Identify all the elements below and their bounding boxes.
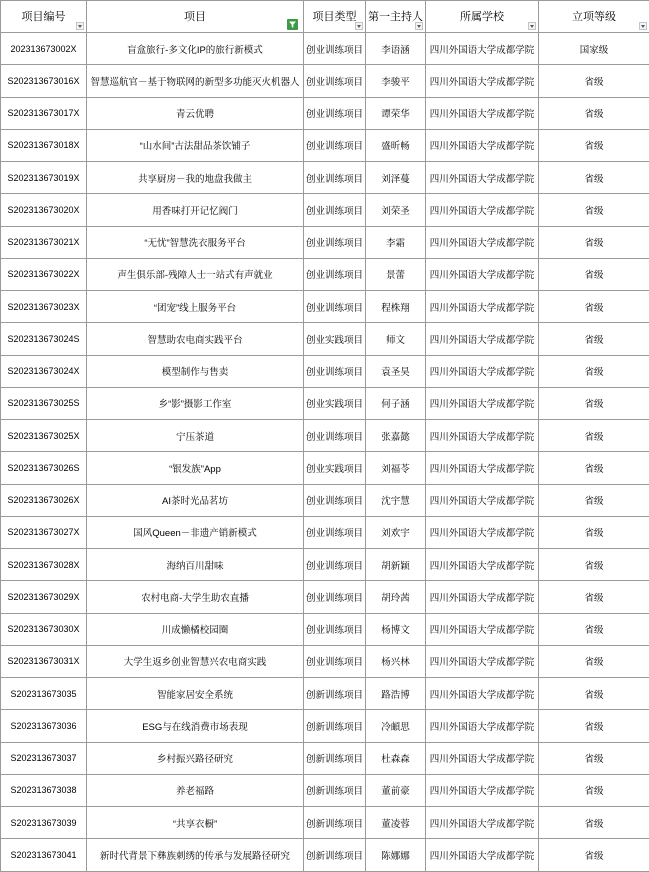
table-row [1, 581, 649, 613]
dropdown-arrow-icon [78, 25, 82, 28]
header-label: 立项等级 [572, 10, 616, 23]
header-project-name[interactable] [87, 1, 304, 33]
dropdown-arrow-icon [417, 25, 421, 28]
filter-dropdown-button[interactable] [355, 22, 363, 30]
header-label: 项目类型 [312, 10, 357, 23]
cell-project-type[interactable]: 创业训练项目 [304, 194, 366, 226]
table-row [1, 710, 649, 742]
cell-project-name[interactable]: 海纳百川甜味 [87, 549, 304, 581]
header-project-type[interactable] [304, 1, 366, 33]
cell-lead-host[interactable]: 杜森森 [366, 742, 426, 774]
cell-lead-host[interactable]: 何子涵 [366, 387, 426, 419]
cell-project-id[interactable]: S202313673019X [1, 162, 87, 194]
header-label: 项目 [184, 10, 206, 23]
cell-school[interactable]: 四川外国语大学成都学院 [426, 387, 539, 419]
cell-project-id[interactable]: S202313673026X [1, 484, 87, 516]
cell-project-id[interactable]: S202313673025S [1, 387, 87, 419]
cell-level[interactable]: 省级 [539, 226, 649, 258]
cell-project-type[interactable]: 创业训练项目 [304, 97, 366, 129]
cell-project-type[interactable]: 创新训练项目 [304, 710, 366, 742]
cell-level[interactable]: 省级 [539, 581, 649, 613]
cell-lead-host[interactable]: 盛昕畅 [366, 129, 426, 161]
table-row [1, 774, 649, 806]
table-row [1, 742, 649, 774]
table-row [1, 129, 649, 161]
cell-project-name[interactable]: 青云优聘 [87, 97, 304, 129]
cell-level[interactable]: 省级 [539, 323, 649, 355]
cell-project-name[interactable]: 盲盒旅行-多文化IP的旅行新模式 [87, 33, 304, 65]
cell-project-id[interactable]: S202313673036 [1, 710, 87, 742]
cell-level[interactable]: 省级 [539, 613, 649, 645]
cell-project-id[interactable]: S202313673021X [1, 226, 87, 258]
dropdown-arrow-icon [641, 25, 645, 28]
cell-level[interactable]: 省级 [539, 484, 649, 516]
cell-lead-host[interactable]: 胡玲茜 [366, 581, 426, 613]
cell-school[interactable]: 四川外国语大学成都学院 [426, 355, 539, 387]
filter-dropdown-button[interactable] [76, 22, 84, 30]
cell-project-id[interactable]: S202313673024X [1, 355, 87, 387]
cell-school[interactable]: 四川外国语大学成都学院 [426, 291, 539, 323]
table-row [1, 97, 649, 129]
cell-project-name[interactable]: 川成懒橘校园圈 [87, 613, 304, 645]
cell-project-name[interactable]: 智慧巡航官－基于物联网的新型多功能灭火机器人 [87, 65, 304, 97]
cell-project-name[interactable]: 农村电商-大学生助农直播 [87, 581, 304, 613]
cell-lead-host[interactable]: 董前豪 [366, 774, 426, 806]
cell-project-type[interactable]: 创业训练项目 [304, 65, 366, 97]
cell-school[interactable]: 四川外国语大学成都学院 [426, 742, 539, 774]
cell-project-id[interactable]: S202313673037 [1, 742, 87, 774]
cell-level[interactable]: 省级 [539, 452, 649, 484]
cell-project-name[interactable]: 共享厨房－我的地盘我做主 [87, 162, 304, 194]
cell-level[interactable]: 省级 [539, 387, 649, 419]
header-label: 项目编号 [21, 10, 66, 23]
cell-project-id[interactable]: S202313673024S [1, 323, 87, 355]
table-row [1, 839, 649, 871]
cell-project-type[interactable]: 创业训练项目 [304, 645, 366, 677]
cell-project-type[interactable]: 创业实践项目 [304, 387, 366, 419]
cell-lead-host[interactable]: 李语涵 [366, 33, 426, 65]
cell-school[interactable]: 四川外国语大学成都学院 [426, 65, 539, 97]
cell-school[interactable]: 四川外国语大学成都学院 [426, 162, 539, 194]
table-row [1, 420, 649, 452]
cell-project-id[interactable]: S202313673016X [1, 65, 87, 97]
cell-level[interactable]: 省级 [539, 807, 649, 839]
cell-project-id[interactable]: S202313673028X [1, 549, 87, 581]
table-row [1, 549, 649, 581]
cell-level[interactable]: 省级 [539, 839, 649, 871]
header-label: 第一主持人 [368, 10, 423, 23]
cell-project-id[interactable]: S202313673023X [1, 291, 87, 323]
cell-lead-host[interactable]: 刘欢宇 [366, 516, 426, 548]
cell-project-id[interactable]: S202313673020X [1, 194, 87, 226]
cell-project-id[interactable]: S202313673041 [1, 839, 87, 871]
cell-school[interactable]: 四川外国语大学成都学院 [426, 323, 539, 355]
cell-lead-host[interactable]: 杨兴林 [366, 645, 426, 677]
table-row [1, 613, 649, 645]
cell-school[interactable]: 四川外国语大学成都学院 [426, 807, 539, 839]
cell-level[interactable]: 省级 [539, 258, 649, 290]
cell-project-name[interactable]: 声生俱乐部-残障人士一站式有声就业 [87, 258, 304, 290]
cell-school[interactable]: 四川外国语大学成都学院 [426, 97, 539, 129]
cell-level[interactable]: 省级 [539, 355, 649, 387]
filter-dropdown-button[interactable] [415, 22, 423, 30]
cell-lead-host[interactable]: 路浩博 [366, 678, 426, 710]
cell-project-id[interactable]: S202313673022X [1, 258, 87, 290]
table-row [1, 226, 649, 258]
cell-project-type[interactable]: 创业训练项目 [304, 355, 366, 387]
cell-project-type[interactable]: 创新训练项目 [304, 839, 366, 871]
table-row [1, 516, 649, 548]
cell-project-id[interactable]: S202313673031X [1, 645, 87, 677]
cell-lead-host[interactable]: 沈宇慧 [366, 484, 426, 516]
cell-project-type[interactable]: 创业训练项目 [304, 516, 366, 548]
cell-project-type[interactable]: 创新训练项目 [304, 742, 366, 774]
cell-level[interactable]: 省级 [539, 420, 649, 452]
cell-level[interactable]: 省级 [539, 194, 649, 226]
cell-project-name[interactable]: 大学生返乡创业智慧兴农电商实践 [87, 645, 304, 677]
cell-lead-host[interactable]: 景蕾 [366, 258, 426, 290]
cell-project-type[interactable]: 创业训练项目 [304, 613, 366, 645]
cell-lead-host[interactable]: 程株翔 [366, 291, 426, 323]
cell-project-type[interactable]: 创业训练项目 [304, 420, 366, 452]
cell-lead-host[interactable]: 谭荣华 [366, 97, 426, 129]
cell-project-name[interactable]: 国风Queen－非遗产销新模式 [87, 516, 304, 548]
cell-level[interactable]: 省级 [539, 65, 649, 97]
cell-school[interactable]: 四川外国语大学成都学院 [426, 839, 539, 871]
cell-school[interactable]: 四川外国语大学成都学院 [426, 581, 539, 613]
cell-project-name[interactable]: 模型制作与售卖 [87, 355, 304, 387]
cell-project-name[interactable]: “山水间”古法甜品茶饮铺子 [87, 129, 304, 161]
cell-school[interactable]: 四川外国语大学成都学院 [426, 645, 539, 677]
cell-project-type[interactable]: 创业训练项目 [304, 549, 366, 581]
cell-project-name[interactable]: “团宠”线上服务平台 [87, 291, 304, 323]
cell-school[interactable]: 四川外国语大学成都学院 [426, 420, 539, 452]
cell-school[interactable]: 四川外国语大学成都学院 [426, 484, 539, 516]
cell-project-type[interactable]: 创业实践项目 [304, 323, 366, 355]
cell-project-name[interactable]: 用香味打开记忆阀门 [87, 194, 304, 226]
table-row [1, 162, 649, 194]
table-row [1, 678, 649, 710]
table-row [1, 194, 649, 226]
header-level[interactable] [539, 1, 649, 33]
table-row [1, 807, 649, 839]
cell-project-type[interactable]: 创业训练项目 [304, 581, 366, 613]
filter-dropdown-button[interactable] [528, 22, 536, 30]
filter-active-icon [287, 19, 298, 30]
header-label: 所属学校 [460, 10, 504, 23]
cell-project-type[interactable]: 创业训练项目 [304, 226, 366, 258]
cell-lead-host[interactable]: 袁圣昊 [366, 355, 426, 387]
cell-lead-host[interactable]: 杨博文 [366, 613, 426, 645]
cell-project-type[interactable]: 创新训练项目 [304, 774, 366, 806]
cell-school[interactable]: 四川外国语大学成都学院 [426, 33, 539, 65]
cell-level[interactable]: 省级 [539, 97, 649, 129]
cell-project-name[interactable]: AI茶时光品茗坊 [87, 484, 304, 516]
table-row [1, 484, 649, 516]
cell-level[interactable]: 国家级 [539, 33, 649, 65]
cell-lead-host[interactable]: 李骏平 [366, 65, 426, 97]
cell-school[interactable]: 四川外国语大学成都学院 [426, 452, 539, 484]
cell-project-type[interactable]: 创业训练项目 [304, 258, 366, 290]
table-row [1, 258, 649, 290]
table-row [1, 323, 649, 355]
table-row [1, 645, 649, 677]
cell-project-id[interactable]: S202313673017X [1, 97, 87, 129]
cell-school[interactable]: 四川外国语大学成都学院 [426, 613, 539, 645]
table-row [1, 387, 649, 419]
cell-level[interactable]: 省级 [539, 678, 649, 710]
cell-project-id[interactable]: S202313673039 [1, 807, 87, 839]
dropdown-arrow-icon [530, 25, 534, 28]
header-lead-host[interactable] [366, 1, 426, 33]
dropdown-arrow-icon [357, 25, 361, 28]
table-row [1, 355, 649, 387]
cell-project-id[interactable]: S202313673018X [1, 129, 87, 161]
filter-dropdown-button-active[interactable] [287, 19, 298, 30]
cell-level[interactable]: 省级 [539, 291, 649, 323]
cell-school[interactable]: 四川外国语大学成都学院 [426, 129, 539, 161]
cell-lead-host[interactable]: 刘泽蔓 [366, 162, 426, 194]
cell-project-id[interactable]: 202313673002X [1, 33, 87, 65]
cell-project-id[interactable]: S202313673038 [1, 774, 87, 806]
cell-project-type[interactable]: 创业实践项目 [304, 452, 366, 484]
cell-project-name[interactable]: “银发族”App [87, 452, 304, 484]
cell-project-type[interactable]: 创业训练项目 [304, 129, 366, 161]
cell-project-type[interactable]: 创业训练项目 [304, 291, 366, 323]
table-row [1, 33, 649, 65]
cell-school[interactable]: 四川外国语大学成都学院 [426, 258, 539, 290]
cell-level[interactable]: 省级 [539, 129, 649, 161]
cell-school[interactable]: 四川外国语大学成都学院 [426, 226, 539, 258]
header-school[interactable] [426, 1, 539, 33]
cell-level[interactable]: 省级 [539, 742, 649, 774]
cell-project-name[interactable]: “共享衣橱” [87, 807, 304, 839]
cell-school[interactable]: 四川外国语大学成都学院 [426, 194, 539, 226]
cell-project-type[interactable]: 创新训练项目 [304, 807, 366, 839]
cell-lead-host[interactable]: 李霜 [366, 226, 426, 258]
filter-dropdown-button[interactable] [639, 22, 647, 30]
cell-project-name[interactable]: 养老福路 [87, 774, 304, 806]
cell-lead-host[interactable]: 冷頔思 [366, 710, 426, 742]
cell-lead-host[interactable]: 刘荣圣 [366, 194, 426, 226]
cell-project-name[interactable]: 智能家居安全系统 [87, 678, 304, 710]
cell-project-name[interactable]: ESG与在线消费市场表现 [87, 710, 304, 742]
table-row [1, 65, 649, 97]
cell-lead-host[interactable]: 胡新颖 [366, 549, 426, 581]
cell-project-type[interactable]: 创业训练项目 [304, 33, 366, 65]
cell-school[interactable]: 四川外国语大学成都学院 [426, 710, 539, 742]
cell-project-id[interactable]: S202313673035 [1, 678, 87, 710]
cell-school[interactable]: 四川外国语大学成都学院 [426, 549, 539, 581]
cell-project-name[interactable]: “无忧”智慧洗衣服务平台 [87, 226, 304, 258]
cell-lead-host[interactable]: 刘福苓 [366, 452, 426, 484]
cell-project-type[interactable]: 创业训练项目 [304, 162, 366, 194]
cell-project-type[interactable]: 创业训练项目 [304, 484, 366, 516]
cell-lead-host[interactable]: 陈娜娜 [366, 839, 426, 871]
cell-school[interactable]: 四川外国语大学成都学院 [426, 678, 539, 710]
cell-lead-host[interactable]: 张嘉懿 [366, 420, 426, 452]
table-row [1, 291, 649, 323]
cell-level[interactable]: 省级 [539, 710, 649, 742]
cell-project-name[interactable]: 乡村振兴路径研究 [87, 742, 304, 774]
cell-level[interactable]: 省级 [539, 516, 649, 548]
cell-lead-host[interactable]: 师文 [366, 323, 426, 355]
table-row [1, 452, 649, 484]
cell-project-id[interactable]: S202313673026S [1, 452, 87, 484]
cell-school[interactable]: 四川外国语大学成都学院 [426, 774, 539, 806]
cell-project-type[interactable]: 创新训练项目 [304, 678, 366, 710]
cell-level[interactable]: 省级 [539, 549, 649, 581]
cell-level[interactable]: 省级 [539, 774, 649, 806]
cell-project-id[interactable]: S202313673027X [1, 516, 87, 548]
cell-project-name[interactable]: 宁压茶道 [87, 420, 304, 452]
cell-project-id[interactable]: S202313673029X [1, 581, 87, 613]
cell-level[interactable]: 省级 [539, 645, 649, 677]
cell-level[interactable]: 省级 [539, 162, 649, 194]
cell-project-id[interactable]: S202313673025X [1, 420, 87, 452]
cell-lead-host[interactable]: 董凌蓉 [366, 807, 426, 839]
cell-project-name[interactable]: 智慧助农电商实践平台 [87, 323, 304, 355]
header-row [1, 1, 649, 33]
header-project-id[interactable] [1, 1, 87, 33]
cell-project-id[interactable]: S202313673030X [1, 613, 87, 645]
cell-school[interactable]: 四川外国语大学成都学院 [426, 516, 539, 548]
cell-project-name[interactable]: 乡“影”摄影工作室 [87, 387, 304, 419]
cell-project-name[interactable]: 新时代背景下彝族刺绣的传承与发展路径研究 [87, 839, 304, 871]
